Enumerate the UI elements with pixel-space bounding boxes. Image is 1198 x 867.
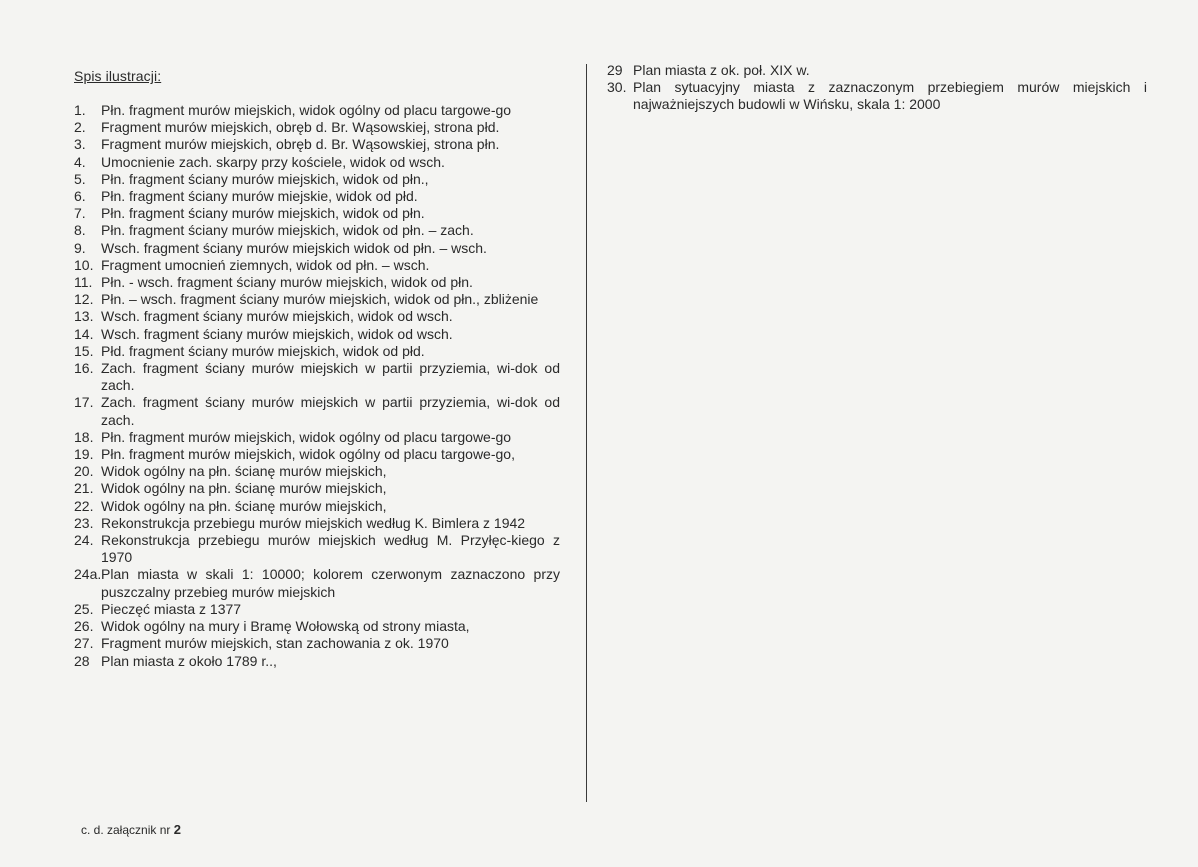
list-item — [74, 360, 560, 394]
attachment-number: 2 — [173, 822, 181, 837]
list-item — [74, 274, 560, 291]
left-column — [74, 66, 560, 670]
item-text: Plan miasta z około 1789 r.., — [101, 652, 277, 669]
list-item — [74, 498, 560, 515]
item-text: Płn. fragment murów miejskich, widok ogólny od placu targowe-go — [101, 428, 512, 445]
list-item — [74, 257, 560, 274]
item-number: 17. — [74, 394, 94, 411]
list-item — [74, 515, 560, 532]
item-text: Widok ogólny na płn. ścianę murów miejskich, — [101, 497, 387, 514]
item-text: Płn. fragment ściany murów miejskich, widok od płn. – zach. — [101, 222, 474, 239]
list-item — [74, 119, 560, 136]
item-text: Rekonstrukcja przebiegu murów miejskich według M. Przyłęc-kiego z 1970 — [101, 532, 560, 566]
list-item — [74, 343, 560, 360]
list-item — [74, 463, 560, 480]
list-item — [74, 480, 560, 497]
list-item — [74, 601, 560, 618]
item-text: Płn. fragment ściany murów miejskich, widok od płn., — [101, 170, 429, 187]
list-item — [74, 326, 560, 343]
item-text: Fragment murów miejskich, obręb d. Br. Wąsowskiej, strona płd. — [101, 119, 500, 136]
item-text: Wsch. fragment ściany murów miejskich, widok od wsch. — [101, 308, 453, 325]
item-number: 28 — [74, 652, 90, 669]
item-text: Pieczęć miasta z 1377 — [101, 600, 242, 617]
list-item — [74, 171, 560, 188]
item-number: 11. — [74, 274, 93, 291]
item-number: 2. — [74, 119, 86, 136]
item-number: 14. — [74, 325, 94, 342]
item-text: Rekonstrukcja przebiegu murów miejskich według K. Bimlera z 1942 — [101, 514, 526, 531]
illustrations-list — [74, 102, 560, 670]
list-item — [74, 566, 560, 600]
list-item — [74, 154, 560, 171]
list-title: Spis ilustracji: — [74, 68, 162, 84]
list-item — [74, 291, 560, 308]
item-number: 24. — [74, 532, 94, 549]
item-text: Płn. fragment ściany murów miejskich, widok od płn. — [101, 205, 425, 222]
item-text: Fragment umocnień ziemnych, widok od płn. – wsch. — [101, 256, 430, 273]
list-item — [74, 635, 560, 652]
item-number: 8. — [74, 222, 86, 239]
item-number: 27. — [74, 635, 94, 652]
list-item — [74, 222, 560, 239]
attachment-prefix: c. d. załącznik nr — [81, 823, 171, 837]
item-text: Umocnienie zach. skarpy przy kościele, widok od wsch. — [101, 153, 445, 170]
illustrations-list-continued — [607, 62, 1147, 114]
item-number: 10. — [74, 256, 94, 273]
item-number: 19. — [74, 446, 94, 463]
item-text: Plan miasta z ok. poł. XIX w. — [633, 62, 810, 78]
item-number: 13. — [74, 308, 94, 325]
item-number: 26. — [74, 618, 94, 635]
item-text: Wsch. fragment ściany murów miejskich widok od płn. – wsch. — [101, 239, 487, 256]
item-text: Fragment murów miejskich, obręb d. Br. Wąsowskiej, strona płn. — [101, 136, 500, 153]
item-number: 4. — [74, 153, 86, 170]
list-item — [74, 188, 560, 205]
item-number: 29 — [607, 62, 623, 78]
item-number: 12. — [74, 291, 94, 308]
item-number: 15. — [74, 342, 94, 359]
list-item — [607, 62, 1147, 79]
list-item — [74, 102, 560, 119]
item-number: 20. — [74, 463, 94, 480]
item-text: Płn. fragment murów miejskich, widok ogólny od placu targowe-go — [101, 102, 512, 118]
list-item — [74, 429, 560, 446]
attachment-note — [81, 822, 181, 837]
item-text: Wsch. fragment ściany murów miejskich, widok od wsch. — [101, 325, 453, 342]
column-divider — [586, 64, 587, 802]
item-number: 5. — [74, 170, 86, 187]
item-text: Widok ogólny na płn. ścianę murów miejskich, — [101, 463, 387, 480]
right-column — [607, 62, 1147, 114]
item-number: 3. — [74, 136, 86, 153]
item-text: Płn. – wsch. fragment ściany murów miejskich, widok od płn., zbliżenie — [101, 291, 539, 308]
item-text: Płn. fragment ściany murów miejskie, widok od płd. — [101, 188, 418, 205]
list-item — [74, 240, 560, 257]
item-text: Zach. fragment ściany murów miejskich w partii przyziemia, wi-dok od zach. — [101, 394, 560, 428]
item-text: Płn. fragment murów miejskich, widok ogólny od placu targowe-go, — [101, 446, 515, 463]
item-number: 25. — [74, 600, 94, 617]
list-item — [74, 532, 560, 566]
item-number: 24a. — [74, 566, 102, 583]
item-text: Plan sytuacyjny miasta z zaznaczonym przebiegiem murów miejskich i najważniejszych budowli w Wińsku, skala 1: 2000 — [633, 79, 1147, 113]
list-item — [74, 136, 560, 153]
item-number: 6. — [74, 188, 86, 205]
list-item — [74, 618, 560, 635]
list-item — [74, 394, 560, 428]
list-item — [607, 79, 1147, 113]
item-number: 18. — [74, 428, 94, 445]
item-number: 1. — [74, 102, 86, 118]
item-text: Płn. - wsch. fragment ściany murów miejskich, widok od płn. — [101, 274, 473, 291]
item-number: 16. — [74, 360, 94, 377]
item-number: 9. — [74, 239, 86, 256]
item-text: Widok ogólny na mury i Bramę Wołowską od strony miasta, — [101, 618, 470, 635]
list-item — [74, 308, 560, 325]
item-text: Fragment murów miejskich, stan zachowania z ok. 1970 — [101, 635, 449, 652]
item-number: 23. — [74, 514, 94, 531]
item-text: Płd. fragment ściany murów miejskich, widok od płd. — [101, 342, 425, 359]
item-text: Plan miasta w skali 1: 10000; kolorem czerwonym zaznaczono przy puszczalny przebieg murów miejskich — [101, 566, 560, 600]
item-number: 21. — [74, 480, 94, 497]
item-number: 30. — [607, 79, 627, 96]
list-item — [74, 653, 560, 670]
list-item — [74, 205, 560, 222]
item-text: Widok ogólny na płn. ścianę murów miejskich, — [101, 480, 387, 497]
item-number: 7. — [74, 205, 86, 222]
item-text: Zach. fragment ściany murów miejskich w partii przyziemia, wi-dok od zach. — [101, 360, 560, 394]
list-item — [74, 446, 560, 463]
item-number: 22. — [74, 497, 94, 514]
